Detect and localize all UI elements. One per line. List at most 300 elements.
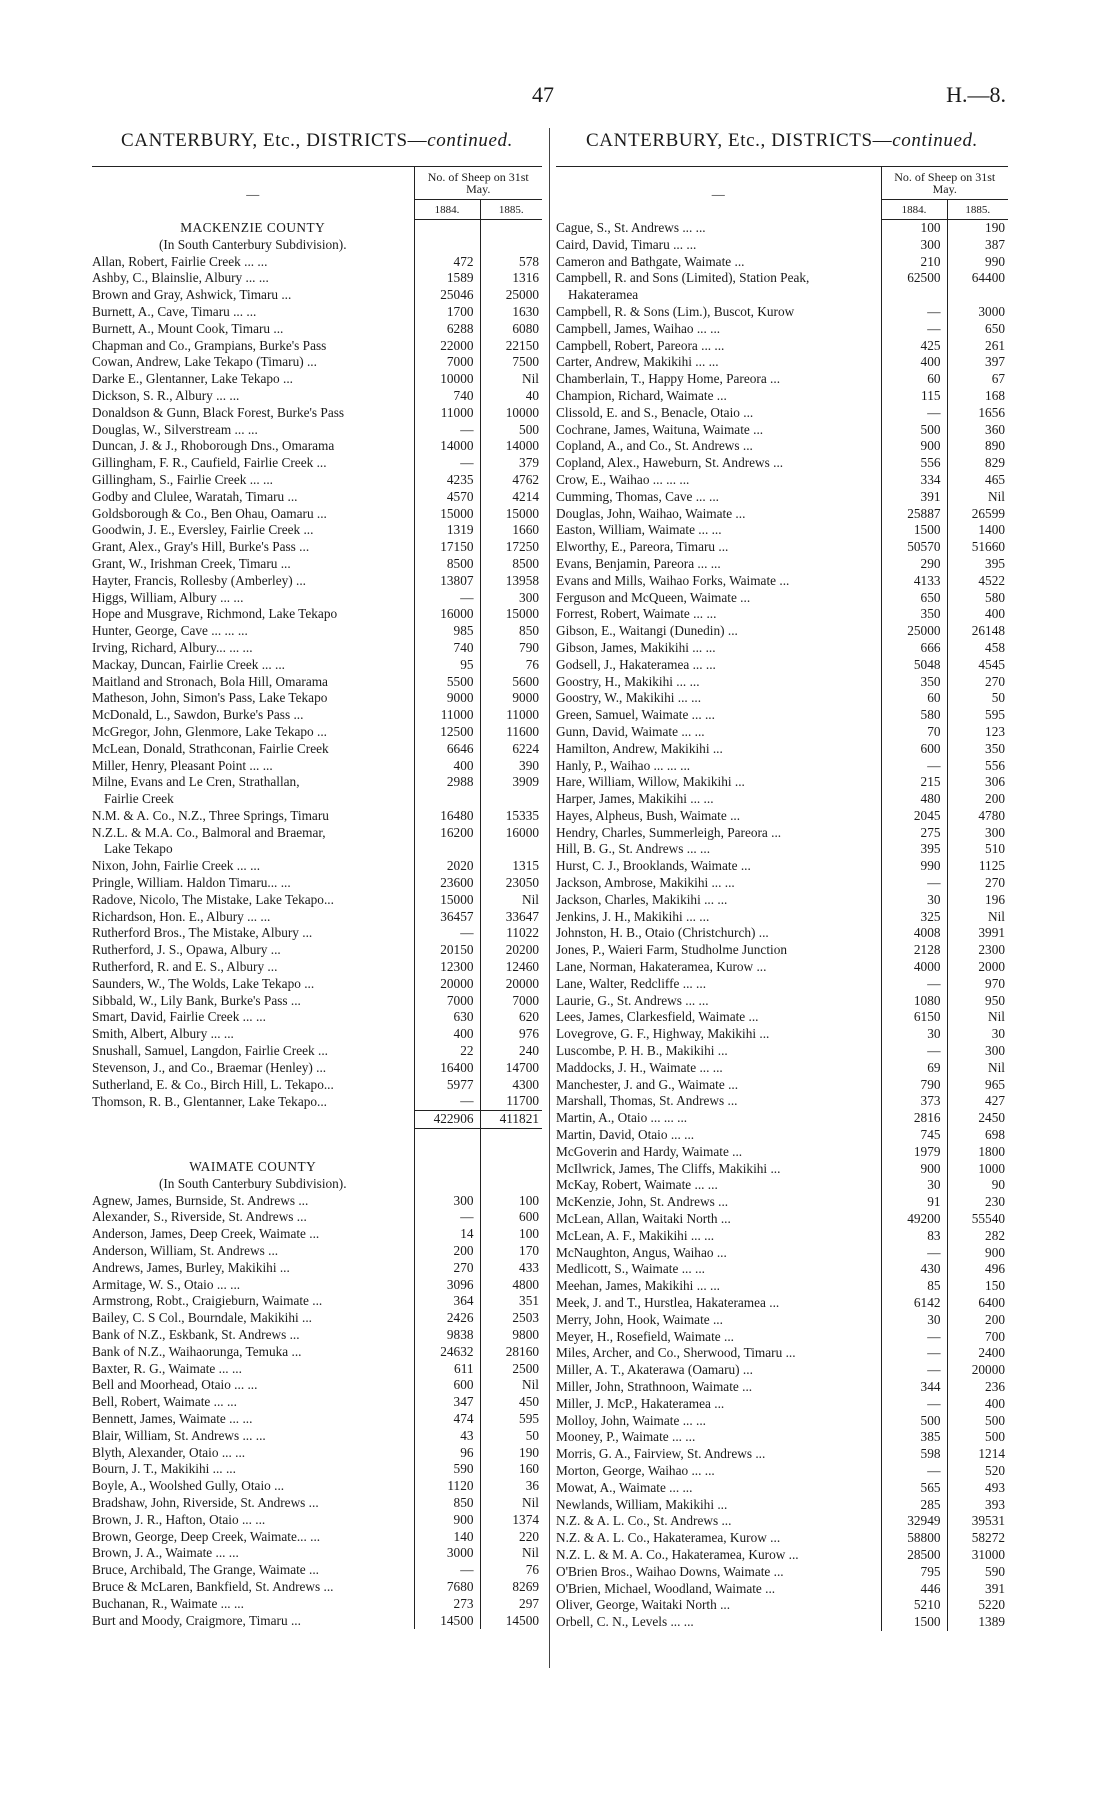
owner-name-cell: Richardson, Hon. E., Albury ... ...: [92, 908, 271, 924]
table-row: [92, 1411, 542, 1428]
sheep-1885-cell: 698: [985, 1127, 1005, 1143]
owner-name-cell: Jackson, Ambrose, Makikihi ... ...: [556, 875, 735, 891]
owner-name-cell: Hurst, C. J., Brooklands, Waimate ...: [556, 858, 751, 874]
sheep-1885-cell: 1315: [512, 858, 539, 874]
owner-name-cell: Baxter, R. G., Waimate ... ...: [92, 1360, 242, 1376]
sheep-1885-cell: 395: [985, 555, 1005, 571]
table-row: [92, 1277, 542, 1294]
table-row: [92, 1327, 542, 1344]
sheep-1885-cell: 620: [519, 1009, 539, 1025]
owner-name-cell: Campbell, Robert, Pareora ... ...: [556, 337, 725, 353]
table-row: [556, 1077, 1008, 1094]
sheep-1885-cell: 650: [985, 320, 1005, 336]
table-row: [92, 371, 542, 388]
sheep-1884-cell: —: [881, 1396, 947, 1413]
table-row: [556, 539, 1008, 556]
sheep-1884-cell: 24632: [414, 1344, 480, 1361]
table-row: [92, 1596, 542, 1613]
sheep-1885-cell: Nil: [988, 1059, 1005, 1075]
sheep-1885-cell: 556: [985, 757, 1005, 773]
sheep-1884-cell: 140: [414, 1529, 480, 1546]
table-row: [556, 522, 1008, 539]
table-row: [92, 875, 542, 892]
sheep-1884-cell: 900: [881, 438, 947, 455]
sheep-1884-cell: 985: [414, 623, 480, 640]
continuation-row: [92, 791, 542, 808]
sheep-1885-cell: 520: [985, 1462, 1005, 1478]
sheep-1885-cell: 2000: [978, 959, 1005, 975]
sheep-1885-cell: 950: [985, 992, 1005, 1008]
table-row: [92, 321, 542, 338]
table-row: [556, 321, 1008, 338]
sheep-1884-cell: 7680: [414, 1579, 480, 1596]
sheep-1885-cell: 387: [985, 236, 1005, 252]
name-header: —: [92, 167, 414, 220]
sheep-1885-cell: 200: [985, 791, 1005, 807]
sheep-1885-cell: 990: [985, 253, 1005, 269]
sheep-1885-cell: 2450: [978, 1110, 1005, 1126]
sheep-1884-cell: 611: [414, 1361, 480, 1378]
table-row: [556, 338, 1008, 355]
sheep-1885-cell: 493: [985, 1479, 1005, 1495]
table-row: [556, 1480, 1008, 1497]
owner-name-cell: Miles, Archer, and Co., Sherwood, Timaru ...: [556, 1345, 796, 1361]
sheep-1884-cell: 500: [881, 422, 947, 439]
owner-name-cell: Boyle, A., Woolshed Gully, Otaio ...: [92, 1478, 285, 1494]
sheep-1885-cell: 465: [985, 471, 1005, 487]
sheep-1885-cell: [480, 237, 542, 254]
owner-name-cell: Clissold, E. and S., Benacle, Otaio ...: [556, 404, 754, 420]
table-row: [92, 1545, 542, 1562]
table-row: [556, 606, 1008, 623]
owner-name-cell: Chamberlain, T., Happy Home, Pareora ...: [556, 371, 781, 387]
sheep-1884-cell: —: [414, 455, 480, 472]
table-row: [556, 472, 1008, 489]
sheep-1884-cell: 14: [414, 1226, 480, 1243]
table-row: [92, 1361, 542, 1378]
sheep-1884-cell: —: [881, 1362, 947, 1379]
owner-name-cell: Brown, J. R., Hafton, Otaio ... ...: [92, 1511, 266, 1527]
owner-name-cell: McNaughton, Angus, Waihao ...: [556, 1244, 727, 1260]
owner-name-cell: Burnett, A., Cave, Timaru ... ...: [92, 303, 257, 319]
table-row: [92, 405, 542, 422]
sheep-1885-cell: 100: [519, 1192, 539, 1208]
sheep-1884-cell: —: [881, 875, 947, 892]
table-row: [556, 623, 1008, 640]
table-row: [92, 976, 542, 993]
sheep-1884-cell: 373: [881, 1093, 947, 1110]
owner-name-cell: Jackson, Charles, Makikihi ... ...: [556, 891, 728, 907]
sheep-1885-cell: 58272: [971, 1530, 1005, 1546]
owner-name-cell: Meyer, H., Rosefield, Waimate ...: [556, 1328, 734, 1344]
sheep-1884-cell: 28500: [881, 1547, 947, 1564]
table-row: [92, 455, 542, 472]
owner-name-cell: Forrest, Robert, Waimate ... ...: [556, 606, 717, 622]
sheep-1885-cell: 4300: [512, 1076, 539, 1092]
owner-name-cell: Cochrane, James, Waituna, Waimate ...: [556, 421, 764, 437]
table-row: [556, 657, 1008, 674]
owner-name-cell: Hakateramea: [568, 287, 639, 303]
owner-name-cell: Gillingham, F. R., Caufield, Fairlie Creek ...: [92, 455, 327, 471]
sheep-1884-cell: 5210: [881, 1597, 947, 1614]
table-row: [92, 858, 542, 875]
table-row: [556, 1161, 1008, 1178]
sheep-1884-cell: 10000: [414, 371, 480, 388]
sheep-1884-cell: —: [881, 1329, 947, 1346]
sheep-1885-cell: 300: [519, 589, 539, 605]
sheep-1885-cell: [480, 1129, 542, 1160]
name-header: —: [556, 167, 881, 220]
sheep-1884-cell: 15000: [414, 506, 480, 523]
sheep-1884-cell: 565: [881, 1480, 947, 1497]
sheep-1884-cell: 16200: [414, 825, 480, 842]
sheep-1884-cell: 91: [881, 1194, 947, 1211]
table-row: [556, 993, 1008, 1010]
table-row: [92, 657, 542, 674]
owner-name-cell: Copland, A., and Co., St. Andrews ...: [556, 438, 753, 454]
table-row: [92, 472, 542, 489]
sheep-1884-cell: [414, 841, 480, 858]
sheep-1885-cell: 1000: [978, 1160, 1005, 1176]
sheep-1884-cell: 210: [881, 254, 947, 271]
table-row: [556, 1295, 1008, 1312]
sheep-1885-cell: 600: [519, 1209, 539, 1225]
table-row: [556, 1228, 1008, 1245]
sheep-1885-cell: 76: [525, 1562, 539, 1578]
owner-name-cell: Harper, James, Makikihi ... ...: [556, 791, 714, 807]
sheep-1884-cell: 4570: [414, 489, 480, 506]
sheep-1884-cell: 16400: [414, 1060, 480, 1077]
sheep-1884-cell: 4000: [881, 959, 947, 976]
table-row: [92, 489, 542, 506]
sheep-1885-cell: 496: [985, 1261, 1005, 1277]
sheep-1884-cell: 850: [414, 1495, 480, 1512]
sheep-1885-cell: 4545: [978, 656, 1005, 672]
owner-name-cell: Gibson, E., Waitangi (Dunedin) ...: [556, 623, 738, 639]
sheep-1884-cell: 2988: [414, 774, 480, 791]
sheep-1885-cell: 10000: [505, 404, 539, 420]
sheep-1884-cell: 285: [881, 1497, 947, 1514]
spacer-row: [92, 1129, 542, 1160]
owner-name-cell: Lane, Norman, Hakateramea, Kurow ...: [556, 959, 767, 975]
table-row: [556, 1429, 1008, 1446]
table-row: [92, 1344, 542, 1361]
owner-name-cell: Blyth, Alexander, Otaio ... ...: [92, 1444, 246, 1460]
table-row: [556, 237, 1008, 254]
owner-name-cell: McDonald, L., Sawdon, Burke's Pass ...: [92, 707, 304, 723]
owner-name-cell: Maddocks, J. H., Waimate ... ...: [556, 1059, 723, 1075]
owner-name-cell: Campbell, R. and Sons (Limited), Station Peak,: [556, 270, 810, 286]
sheep-1885-cell: 6224: [512, 740, 539, 756]
sheep-1884-cell: 385: [881, 1429, 947, 1446]
sheep-1884-cell: —: [881, 976, 947, 993]
table-row: [556, 1329, 1008, 1346]
sheep-1885-cell: 67: [991, 371, 1005, 387]
owner-name-cell: Lees, James, Clarkesfield, Waimate ...: [556, 1009, 759, 1025]
sheep-1885-cell: 411821: [480, 1111, 542, 1129]
sheep-1885-cell: 230: [985, 1194, 1005, 1210]
sheep-1885-cell: 890: [985, 438, 1005, 454]
table-row: [92, 825, 542, 842]
sheep-1884-cell: 400: [414, 1026, 480, 1043]
left-column-title: CANTERBURY, Etc., DISTRICTS—continued.: [121, 130, 513, 151]
sheep-1885-cell: 11022: [506, 925, 539, 941]
owner-name-cell: McLean, Allan, Waitaki North ...: [556, 1211, 731, 1227]
sheep-1885-cell: 350: [985, 740, 1005, 756]
sheep-1884-cell: 14500: [414, 1613, 480, 1630]
sheep-1884-cell: —: [414, 1209, 480, 1226]
sheep-1884-cell: —: [881, 405, 947, 422]
sheep-1884-cell: —: [414, 1093, 480, 1110]
owner-name-cell: Rutherford Bros., The Mistake, Albury ...: [92, 925, 313, 941]
sheep-1884-cell: 30: [881, 1177, 947, 1194]
sheep-1884-cell: —: [414, 1562, 480, 1579]
sheep-1884-cell: 11000: [414, 405, 480, 422]
sheep-1884-cell: 12300: [414, 959, 480, 976]
sheep-1885-cell: 595: [519, 1410, 539, 1426]
sheep-1884-cell: 16000: [414, 606, 480, 623]
sheep-1885-cell: 351: [519, 1293, 539, 1309]
sheep-1885-cell: 39531: [971, 1513, 1005, 1529]
owner-name-cell: Godby and Clulee, Waratah, Timaru ...: [92, 488, 298, 504]
owner-name-cell: Evans and Mills, Waihao Forks, Waimate ...: [556, 572, 790, 588]
table-row: [92, 590, 542, 607]
sheep-1885-cell: 500: [985, 1412, 1005, 1428]
sheep-1884-cell: 2426: [414, 1310, 480, 1327]
sheep-1885-cell: 25000: [505, 287, 539, 303]
sheep-1885-cell: 26599: [971, 505, 1005, 521]
owner-name-cell: Ferguson and McQueen, Waimate ...: [556, 589, 751, 605]
owner-name-cell: Luscombe, P. H. B., Makikihi ...: [556, 1043, 728, 1059]
table-row: [556, 506, 1008, 523]
table-row: [556, 405, 1008, 422]
sheep-1885-cell: 40: [525, 387, 539, 403]
sheep-1884-cell: 590: [414, 1461, 480, 1478]
sheep-1884-cell: [414, 1159, 480, 1176]
owner-name-cell: Milne, Evans and Le Cren, Strathallan,: [92, 774, 300, 790]
sheep-1885-cell: 7000: [512, 992, 539, 1008]
table-row: [556, 1026, 1008, 1043]
owner-name-cell: Mackay, Duncan, Fairlie Creek ... ...: [92, 656, 285, 672]
owner-name-cell: Copland, Alex., Haweburn, St. Andrews ...: [556, 455, 784, 471]
owner-name-cell: Bruce & McLaren, Bankfield, St. Andrews ...: [92, 1578, 334, 1594]
sheep-1884-cell: 4133: [881, 573, 947, 590]
sheep-1885-cell: 160: [519, 1461, 539, 1477]
owner-name-cell: (In South Canterbury Subdivision).: [158, 236, 347, 252]
sheep-1884-cell: 9000: [414, 690, 480, 707]
sheep-1884-cell: 580: [881, 707, 947, 724]
sheep-1884-cell: 95: [414, 657, 480, 674]
sheep-1885-cell: 14500: [505, 1612, 539, 1628]
sheep-1884-cell: 7000: [414, 993, 480, 1010]
table-row: [92, 774, 542, 791]
year-1884-header: 1884.: [414, 200, 480, 220]
owner-name-cell: Andrews, James, Burley, Makikihi ...: [92, 1259, 290, 1275]
sheep-1884-cell: 20000: [414, 976, 480, 993]
owner-name-cell: Evans, Benjamin, Pareora ... ...: [556, 555, 721, 571]
sheep-1885-cell: 970: [985, 975, 1005, 991]
sheep-1884-cell: —: [881, 1043, 947, 1060]
sheep-1885-cell: 30: [991, 1026, 1005, 1042]
sheep-1885-cell: 22150: [505, 337, 539, 353]
sheep-1884-cell: 16480: [414, 808, 480, 825]
table-row: [556, 1245, 1008, 1262]
sheep-1885-cell: 123: [985, 723, 1005, 739]
sheep-1885-cell: Nil: [522, 371, 539, 387]
owner-name-cell: Darke E., Glentanner, Lake Tekapo ...: [92, 371, 293, 387]
owner-name-cell: Smart, David, Fairlie Creek ... ...: [92, 1009, 266, 1025]
sheep-count-header: No. of Sheep on 31st May.: [881, 167, 1008, 200]
section-heading-row: [92, 220, 542, 237]
sheep-1884-cell: —: [881, 304, 947, 321]
owner-name-cell: Armstrong, Robt., Craigieburn, Waimate ...: [92, 1293, 323, 1309]
owner-name-cell: Manchester, J. and G., Waimate ...: [556, 1076, 739, 1092]
sheep-1885-cell: 196: [985, 891, 1005, 907]
sheep-1885-cell: 15000: [505, 606, 539, 622]
table-row: [556, 1127, 1008, 1144]
sheep-1885-cell: 14000: [505, 438, 539, 454]
sheep-1885-cell: 4522: [978, 572, 1005, 588]
sheep-1884-cell: 1589: [414, 270, 480, 287]
owner-name-cell: Hare, William, Willow, Makikihi ...: [556, 774, 745, 790]
sheep-1885-cell: 4800: [512, 1276, 539, 1292]
sheep-1885-cell: 26148: [971, 623, 1005, 639]
sheep-1885-cell: 9000: [512, 690, 539, 706]
sheep-1884-cell: 50570: [881, 539, 947, 556]
sheep-1884-cell: 1500: [881, 1614, 947, 1631]
sheep-1885-cell: 965: [985, 1076, 1005, 1092]
sheep-1885-cell: 282: [985, 1227, 1005, 1243]
sheep-1885-cell: 3909: [512, 774, 539, 790]
sheep-1885-cell: 12460: [505, 959, 539, 975]
sheep-1885-cell: 578: [519, 253, 539, 269]
sheep-1885-cell: 510: [985, 841, 1005, 857]
sheep-1885-cell: 236: [985, 1378, 1005, 1394]
owner-name-cell: Miller, A. T., Akaterawa (Oamaru) ...: [556, 1362, 753, 1378]
sheep-1884-cell: 474: [414, 1411, 480, 1428]
owner-name-cell: Hunter, George, Cave ... ... ...: [92, 623, 248, 639]
sheep-1885-cell: 306: [985, 774, 1005, 790]
table-row: [92, 1562, 542, 1579]
sheep-1885-cell: 400: [985, 606, 1005, 622]
sheep-1884-cell: 1979: [881, 1144, 947, 1161]
sheep-1885-cell: 4762: [512, 471, 539, 487]
sheep-1884-cell: 745: [881, 1127, 947, 1144]
table-row: [556, 455, 1008, 472]
table-row: [556, 1060, 1008, 1077]
sheep-1884-cell: 8500: [414, 556, 480, 573]
sheep-1885-cell: 76: [525, 656, 539, 672]
sheep-1885-cell: 700: [985, 1328, 1005, 1344]
table-row: [92, 1613, 542, 1630]
table-row: [92, 707, 542, 724]
table-row: [92, 993, 542, 1010]
sheep-1884-cell: 350: [881, 606, 947, 623]
owner-name-cell: Thomson, R. B., Glentanner, Lake Tekapo...: [92, 1093, 327, 1109]
table-row: [92, 539, 542, 556]
owner-name-cell: [92, 1129, 414, 1160]
table-row: [92, 506, 542, 523]
sheep-1884-cell: 7000: [414, 354, 480, 371]
owner-name-cell: Chapman and Co., Grampians, Burke's Pass: [92, 337, 327, 353]
sheep-1885-cell: 300: [985, 824, 1005, 840]
sheep-1885-cell: 170: [519, 1243, 539, 1259]
sheep-1884-cell: 900: [414, 1512, 480, 1529]
owner-name-cell: Laurie, G., St. Andrews ... ...: [556, 992, 709, 1008]
table-row: [92, 909, 542, 926]
owner-name-cell: Rutherford, J. S., Opawa, Albury ...: [92, 942, 281, 958]
owner-name-cell: N.Z. & A. L. Co., St. Andrews ...: [556, 1513, 732, 1529]
owner-name-cell: Hill, B. G., St. Andrews ... ...: [556, 841, 711, 857]
owner-name-cell: Campbell, James, Waihao ... ...: [556, 320, 721, 336]
sheep-1885-cell: [480, 841, 542, 858]
sheep-1885-cell: 391: [985, 1580, 1005, 1596]
sheep-1884-cell: 49200: [881, 1211, 947, 1228]
sheep-1884-cell: 30: [881, 892, 947, 909]
sheep-1885-cell: 2400: [978, 1345, 1005, 1361]
table-row: [92, 758, 542, 775]
owner-name-cell: Allan, Robert, Fairlie Creek ... ...: [92, 253, 268, 269]
table-row: [556, 254, 1008, 271]
table-row: [556, 892, 1008, 909]
table-row: [92, 1579, 542, 1596]
sheep-1884-cell: 25046: [414, 287, 480, 304]
subdivision-row: [92, 237, 542, 254]
sheep-1884-cell: 4235: [414, 472, 480, 489]
sheep-1884-cell: —: [881, 758, 947, 775]
sheep-1885-cell: 1374: [512, 1511, 539, 1527]
sheep-1885-cell: 16000: [505, 824, 539, 840]
table-row: [556, 841, 1008, 858]
table-row: [556, 640, 1008, 657]
owner-name-cell: N.Z.L. & M.A. Co., Balmoral and Braemar,: [92, 824, 326, 840]
sheep-1884-cell: 1700: [414, 304, 480, 321]
page-reference: H.—8.: [946, 82, 1006, 107]
sheep-1884-cell: 2128: [881, 942, 947, 959]
sheep-1884-cell: 62500: [881, 270, 947, 287]
owner-name-cell: WAIMATE COUNTY: [189, 1159, 317, 1175]
table-row: [556, 1547, 1008, 1564]
sheep-1885-cell: 500: [519, 421, 539, 437]
table-row: [556, 825, 1008, 842]
sheep-1885-cell: 220: [519, 1528, 539, 1544]
owner-name-cell: [92, 1111, 414, 1129]
table-row: [92, 724, 542, 741]
sheep-1885-cell: 150: [985, 1278, 1005, 1294]
sheep-1884-cell: 6150: [881, 1009, 947, 1026]
sheep-1885-cell: 360: [985, 421, 1005, 437]
sheep-1885-cell: Nil: [522, 1494, 539, 1510]
sheep-1884-cell: 446: [881, 1581, 947, 1598]
sheep-1885-cell: 23050: [505, 875, 539, 891]
table-row: [556, 422, 1008, 439]
sheep-1885-cell: 3000: [978, 303, 1005, 319]
owner-name-cell: Donaldson & Gunn, Black Forest, Burke's Pass: [92, 404, 345, 420]
owner-name-cell: Gibson, James, Makikihi ... ...: [556, 639, 716, 655]
sheep-1884-cell: 391: [881, 489, 947, 506]
sheep-1885-cell: 1656: [978, 404, 1005, 420]
sheep-1885-cell: Nil: [522, 891, 539, 907]
sheep-1884-cell: 100: [881, 220, 947, 237]
table-row: [92, 1009, 542, 1026]
sheep-1884-cell: 23600: [414, 875, 480, 892]
table-row: [92, 1445, 542, 1462]
owner-name-cell: Bank of N.Z., Eskbank, St. Andrews ...: [92, 1327, 300, 1342]
owner-name-cell: McGregor, John, Glenmore, Lake Tekapo ...: [92, 723, 327, 739]
sheep-1884-cell: 900: [881, 1161, 947, 1178]
sheep-1885-cell: 51660: [971, 539, 1005, 555]
sheep-1884-cell: 273: [414, 1596, 480, 1613]
